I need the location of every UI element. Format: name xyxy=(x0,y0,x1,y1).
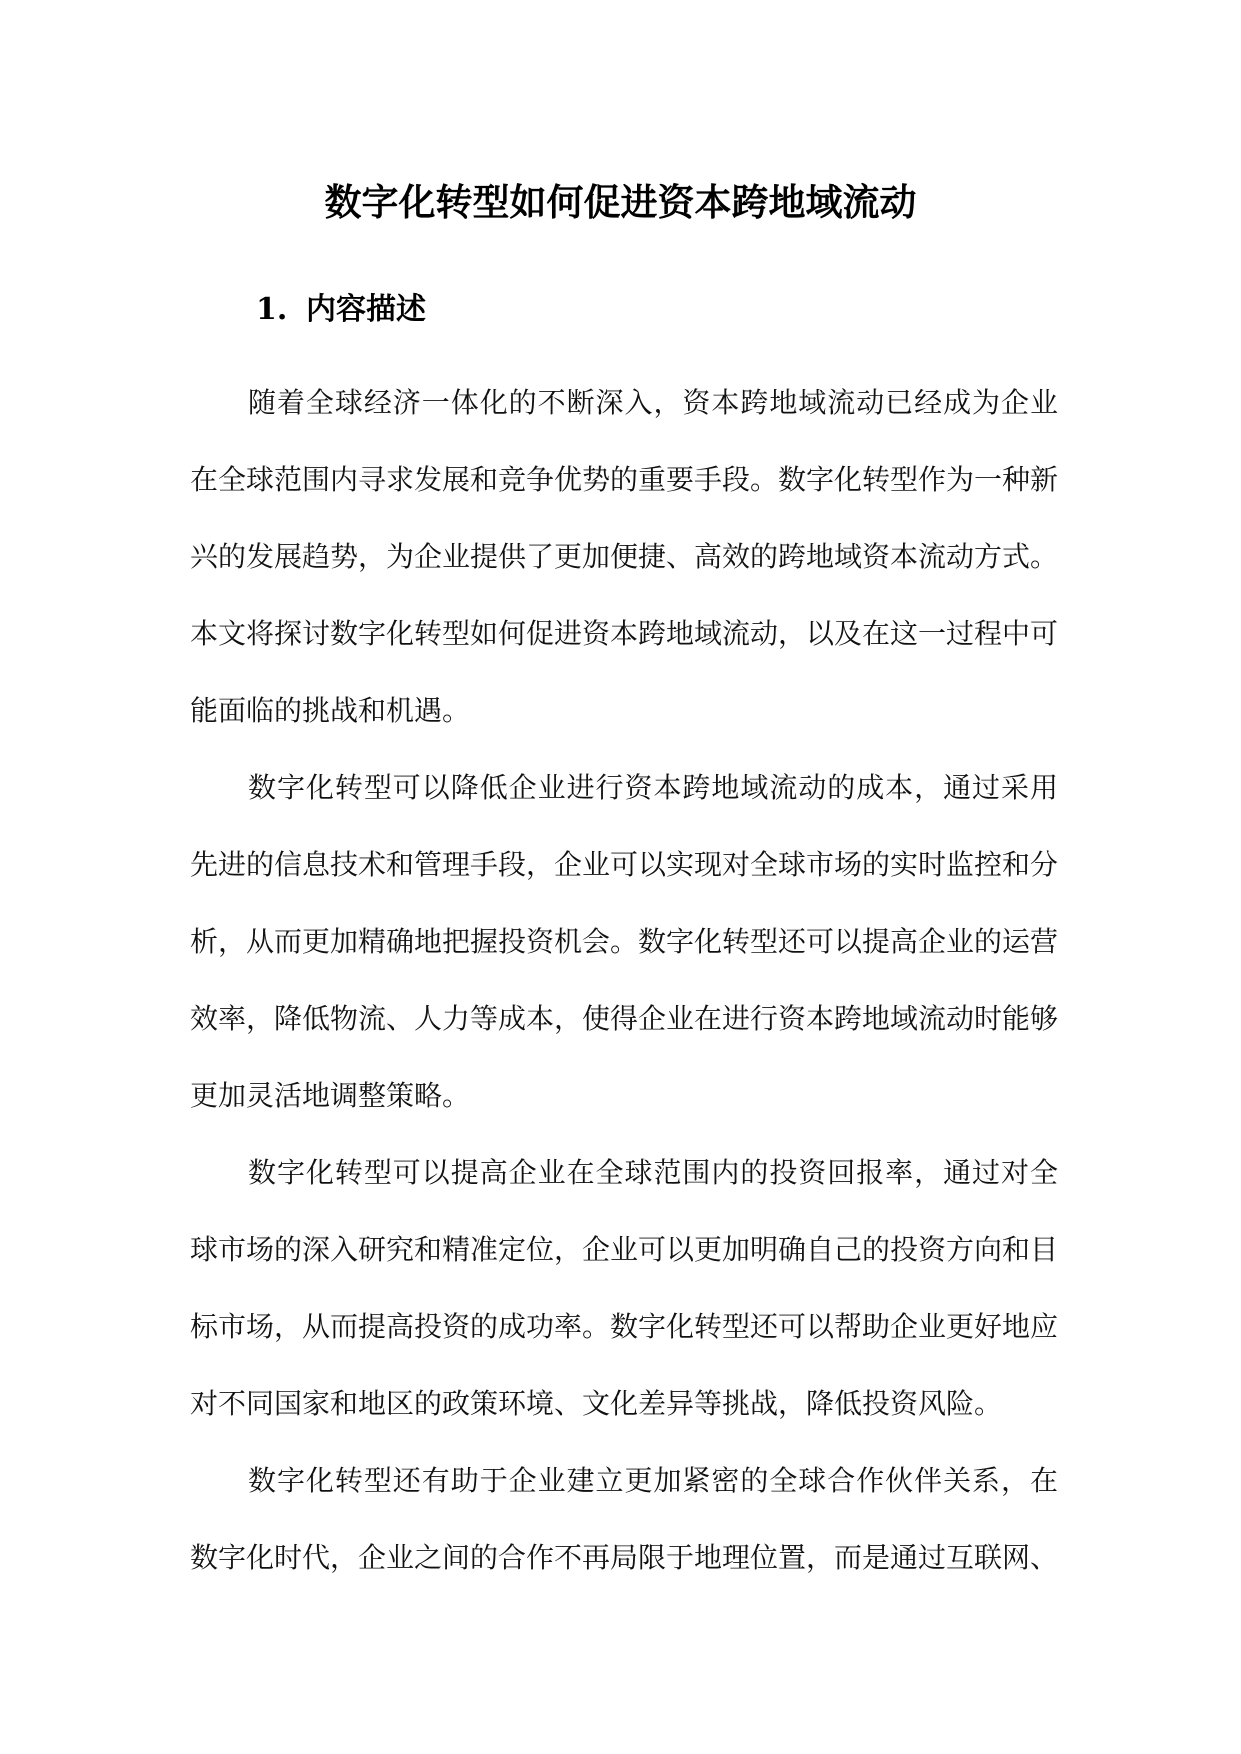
section-number: 1. xyxy=(256,292,288,327)
document-title: 数字化转型如何促进资本跨地域流动 xyxy=(324,180,917,224)
paragraph: 随着全球经济一体化的不断深入，资本跨地域流动已经成为企业在全球范围内寻求发展和竞争优势的重要手段。数字化转型作为一种新兴的发展趋势，为企业提供了更加便捷、高效的跨地域资本流动方式。本文将探讨数字化转型如何促进资本跨地域流动，以及在这一过程中可能面临的挑战和机遇。 xyxy=(190,386,1059,727)
paragraph: 数字化转型可以提高企业在全球范围内的投资回报率，通过对全球市场的深入研究和精准定位，企业可以更加明确自己的投资方向和目标市场，从而提高投资的成功率。数字化转型还可以帮助企业更好地应对不同国家和地区的政策环境、文化差异等挑战，降低投资风险。 xyxy=(190,1156,1059,1420)
body-text xyxy=(190,364,1058,1596)
section-heading xyxy=(256,284,426,336)
paragraph: 数字化转型可以降低企业进行资本跨地域流动的成本，通过采用先进的信息技术和管理手段，企业可以实现对全球市场的实时监控和分析，从而更加精确地把握投资机会。数字化转型还可以提高企业的运营效率，降低物流、人力等成本，使得企业在进行资本跨地域流动时能够更加灵活地调整策略。 xyxy=(190,771,1059,1112)
paragraph: 数字化转型还有助于企业建立更加紧密的全球合作伙伴关系，在数字化时代，企业之间的合作不再局限于地理位置，而是通过互联网、 xyxy=(190,1464,1059,1574)
section-heading-text: 内容描述 xyxy=(306,292,426,327)
